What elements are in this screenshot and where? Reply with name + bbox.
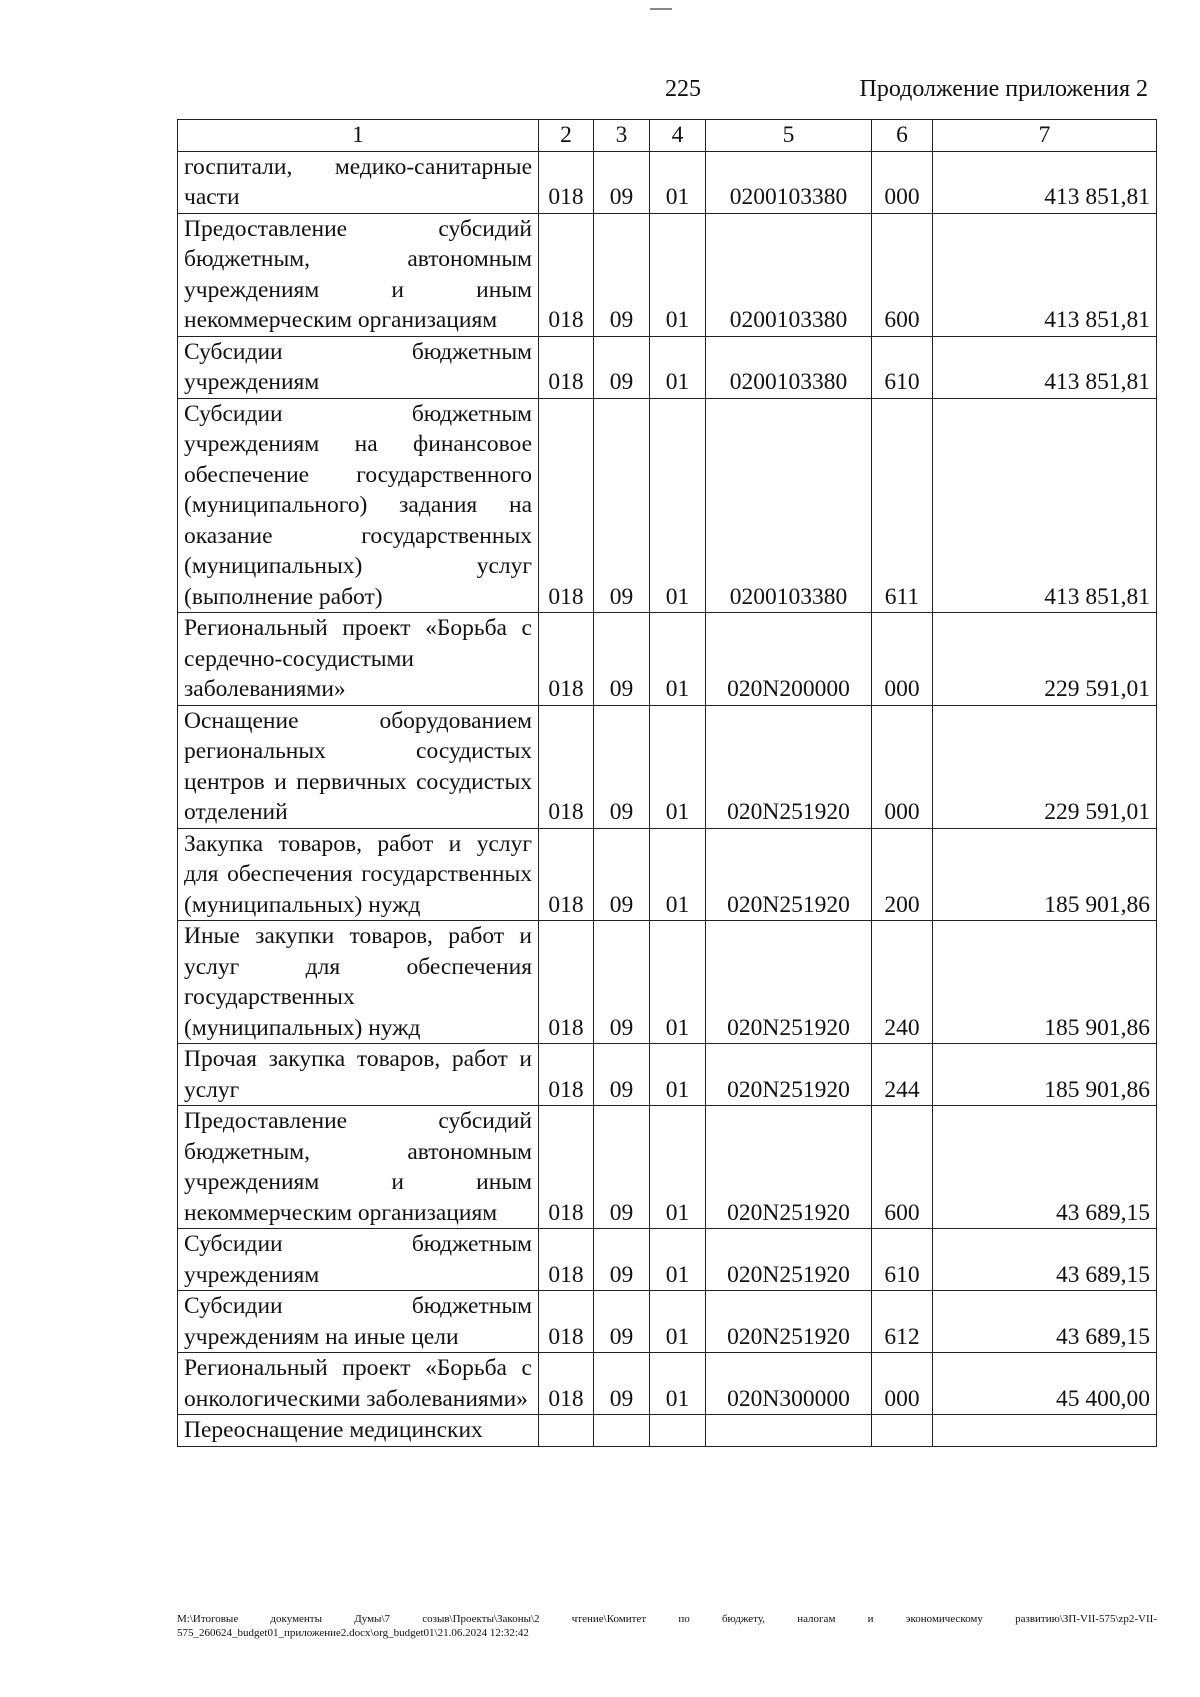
cell-target-article: 020N251920 <box>706 828 872 921</box>
table-row <box>178 213 1157 336</box>
cell-admin-code <box>539 1415 594 1447</box>
cell-expense-type: 612 <box>872 1291 933 1353</box>
cell-amount: 43 689,15 <box>933 1106 1157 1229</box>
table-row <box>178 1353 1157 1415</box>
cell-amount <box>933 1415 1157 1447</box>
page-number: 225 <box>665 76 701 102</box>
cell-amount: 413 851,81 <box>933 151 1157 213</box>
row-name: госпитали, медико-санитарные части <box>178 151 539 213</box>
cell-admin-code: 018 <box>539 151 594 213</box>
cell-subsection: 01 <box>650 828 706 921</box>
cell-target-article: 020N251920 <box>706 705 872 828</box>
cell-amount: 413 851,81 <box>933 398 1157 613</box>
cell-subsection: 01 <box>650 151 706 213</box>
cell-section: 09 <box>594 1291 650 1353</box>
table-row <box>178 336 1157 398</box>
row-name: Региональный проект «Борьба с сердечно-сосудистыми заболеваниями» <box>178 613 539 706</box>
cell-section: 09 <box>594 1229 650 1291</box>
cell-subsection: 01 <box>650 1229 706 1291</box>
cell-subsection: 01 <box>650 613 706 706</box>
cell-admin-code: 018 <box>539 613 594 706</box>
row-name: Субсидии бюджетным учреждениям <box>178 1229 539 1291</box>
cell-amount: 229 591,01 <box>933 613 1157 706</box>
cell-target-article <box>706 1415 872 1447</box>
cell-admin-code: 018 <box>539 336 594 398</box>
table-row <box>178 1291 1157 1353</box>
row-name: Субсидии бюджетным учреждениям на иные цели <box>178 1291 539 1353</box>
scan-mark <box>650 8 672 10</box>
cell-target-article: 020N300000 <box>706 1353 872 1415</box>
cell-section: 09 <box>594 705 650 828</box>
cell-amount: 45 400,00 <box>933 1353 1157 1415</box>
table-row <box>178 828 1157 921</box>
cell-amount: 229 591,01 <box>933 705 1157 828</box>
cell-subsection: 01 <box>650 398 706 613</box>
column-header-7: 7 <box>933 120 1157 152</box>
cell-expense-type: 600 <box>872 1106 933 1229</box>
cell-amount: 43 689,15 <box>933 1229 1157 1291</box>
row-name: Субсидии бюджетным учреждениям на финансовое обеспечение государственного (муниципального) задания на оказание государственных (муниципальных) услуг (выполнение работ) <box>178 398 539 613</box>
table-row <box>178 151 1157 213</box>
cell-subsection: 01 <box>650 336 706 398</box>
column-header-6: 6 <box>872 120 933 152</box>
row-name: Предоставление субсидий бюджетным, автономным учреждениям и иным некоммерческим организациям <box>178 1106 539 1229</box>
file-path-footer: M:\Итоговые документы Думы\7 созыв\Проекты\Законы\2 чтение\Комитет по бюджету, налогам и экономическому развитию\ЗП-VII-575\zp2-VII-575_260624_budget01_приложение2.docx\org_budget01\21.06.2024 12:32:42 <box>177 1613 1157 1639</box>
column-header-2: 2 <box>539 120 594 152</box>
cell-amount: 413 851,81 <box>933 336 1157 398</box>
table-row <box>178 1106 1157 1229</box>
column-header-3: 3 <box>594 120 650 152</box>
cell-section: 09 <box>594 613 650 706</box>
cell-section: 09 <box>594 1106 650 1229</box>
column-header-4: 4 <box>650 120 706 152</box>
cell-target-article: 020N251920 <box>706 1229 872 1291</box>
cell-subsection: 01 <box>650 705 706 828</box>
cell-expense-type: 200 <box>872 828 933 921</box>
row-name: Переоснащение медицинских <box>178 1415 539 1447</box>
cell-admin-code: 018 <box>539 1291 594 1353</box>
continuation-label: Продолжение приложения 2 <box>859 76 1148 102</box>
cell-amount: 185 901,86 <box>933 828 1157 921</box>
table-row <box>178 1415 1157 1447</box>
cell-expense-type: 000 <box>872 705 933 828</box>
cell-subsection: 01 <box>650 1044 706 1106</box>
cell-subsection: 01 <box>650 921 706 1044</box>
row-name: Иные закупки товаров, работ и услуг для обеспечения государственных (муниципальных) нужд <box>178 921 539 1044</box>
cell-admin-code: 018 <box>539 705 594 828</box>
cell-expense-type: 000 <box>872 151 933 213</box>
cell-expense-type: 000 <box>872 613 933 706</box>
cell-admin-code: 018 <box>539 1106 594 1229</box>
table-header <box>178 120 1157 152</box>
table-row <box>178 398 1157 613</box>
row-name: Субсидии бюджетным учреждениям <box>178 336 539 398</box>
row-name: Закупка товаров, работ и услуг для обеспечения государственных (муниципальных) нужд <box>178 828 539 921</box>
cell-subsection: 01 <box>650 213 706 336</box>
header-row <box>178 120 1157 152</box>
cell-amount: 185 901,86 <box>933 921 1157 1044</box>
cell-admin-code: 018 <box>539 828 594 921</box>
cell-target-article: 0200103380 <box>706 151 872 213</box>
cell-expense-type: 244 <box>872 1044 933 1106</box>
cell-expense-type: 611 <box>872 398 933 613</box>
cell-target-article: 0200103380 <box>706 213 872 336</box>
column-header-5: 5 <box>706 120 872 152</box>
cell-section: 09 <box>594 398 650 613</box>
cell-subsection: 01 <box>650 1106 706 1229</box>
budget-table <box>177 119 1157 1447</box>
table-body <box>178 151 1157 1446</box>
cell-subsection <box>650 1415 706 1447</box>
table-row <box>178 1229 1157 1291</box>
cell-target-article: 020N200000 <box>706 613 872 706</box>
cell-target-article: 020N251920 <box>706 921 872 1044</box>
cell-subsection: 01 <box>650 1353 706 1415</box>
table-row <box>178 921 1157 1044</box>
cell-target-article: 020N251920 <box>706 1291 872 1353</box>
cell-expense-type: 000 <box>872 1353 933 1415</box>
cell-target-article: 020N251920 <box>706 1044 872 1106</box>
cell-amount: 413 851,81 <box>933 213 1157 336</box>
cell-expense-type: 600 <box>872 213 933 336</box>
cell-section: 09 <box>594 336 650 398</box>
cell-admin-code: 018 <box>539 1353 594 1415</box>
table-row <box>178 705 1157 828</box>
cell-section: 09 <box>594 828 650 921</box>
cell-amount: 43 689,15 <box>933 1291 1157 1353</box>
cell-target-article: 0200103380 <box>706 336 872 398</box>
row-name: Региональный проект «Борьба с онкологическими заболеваниями» <box>178 1353 539 1415</box>
cell-expense-type: 610 <box>872 1229 933 1291</box>
cell-section: 09 <box>594 921 650 1044</box>
row-name: Оснащение оборудованием региональных сосудистых центров и первичных сосудистых отделений <box>178 705 539 828</box>
cell-target-article: 020N251920 <box>706 1106 872 1229</box>
cell-expense-type <box>872 1415 933 1447</box>
cell-admin-code: 018 <box>539 921 594 1044</box>
cell-admin-code: 018 <box>539 398 594 613</box>
cell-admin-code: 018 <box>539 1044 594 1106</box>
row-name: Прочая закупка товаров, работ и услуг <box>178 1044 539 1106</box>
cell-amount: 185 901,86 <box>933 1044 1157 1106</box>
cell-section: 09 <box>594 1353 650 1415</box>
cell-subsection: 01 <box>650 1291 706 1353</box>
cell-admin-code: 018 <box>539 213 594 336</box>
cell-section: 09 <box>594 1044 650 1106</box>
cell-admin-code: 018 <box>539 1229 594 1291</box>
row-name: Предоставление субсидий бюджетным, автономным учреждениям и иным некоммерческим организациям <box>178 213 539 336</box>
table-row <box>178 1044 1157 1106</box>
cell-expense-type: 610 <box>872 336 933 398</box>
cell-target-article: 0200103380 <box>706 398 872 613</box>
cell-expense-type: 240 <box>872 921 933 1044</box>
cell-section: 09 <box>594 151 650 213</box>
cell-section <box>594 1415 650 1447</box>
column-header-1: 1 <box>178 120 539 152</box>
cell-section: 09 <box>594 213 650 336</box>
table-row <box>178 613 1157 706</box>
